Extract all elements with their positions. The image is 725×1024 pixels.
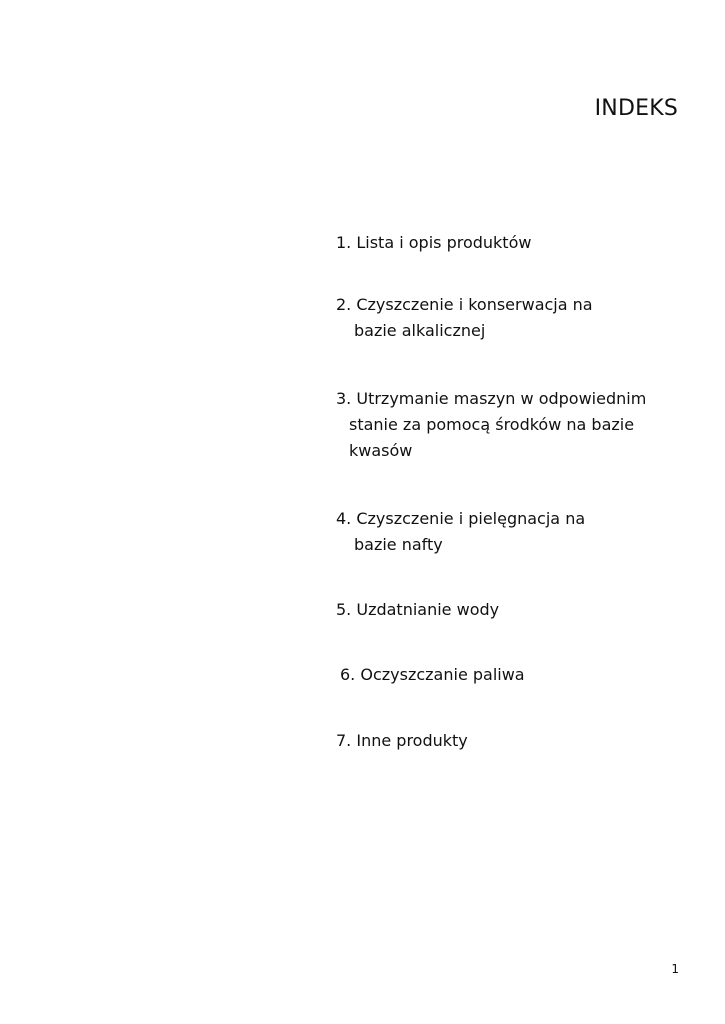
toc-item-label: Lista i opis produktów [356,233,532,252]
toc-item-label: Czyszczenie i pielęgnacja na [356,509,586,528]
toc-item-label-continued: stanie za pomocą środków na bazie [349,415,635,434]
toc-item-label-continued: bazie nafty [354,535,443,554]
toc-item-5[interactable] [336,597,499,623]
toc-item-number: 2. [336,295,352,314]
toc-item-label-continued: kwasów [349,441,413,460]
toc-item-label: Uzdatnianie wody [356,600,500,619]
toc-item-label: Utrzymanie maszyn w odpowiednim [356,389,647,408]
toc-item-7[interactable] [336,728,468,754]
toc-item-1[interactable] [336,230,531,256]
toc-item-number: 7. [336,731,352,750]
toc-item-number: 3. [336,389,352,408]
toc-item-number: 1. [336,233,352,252]
toc-item-label: Czyszczenie i konserwacja na [356,295,593,314]
toc-item-number: 6. [340,665,356,684]
page-number: 1 [671,962,679,976]
toc-item-label: Inne produkty [356,731,468,750]
toc-item-label: Oczyszczanie paliwa [360,665,525,684]
toc-item-6[interactable] [340,662,525,688]
page-title: INDEKS [594,96,678,121]
toc-item-label-continued: bazie alkalicznej [354,321,486,340]
toc-item-number: 5. [336,600,352,619]
toc-item-4[interactable] [336,506,585,558]
toc-item-2[interactable] [336,292,593,344]
toc-item-3[interactable] [336,386,646,464]
toc-item-number: 4. [336,509,352,528]
